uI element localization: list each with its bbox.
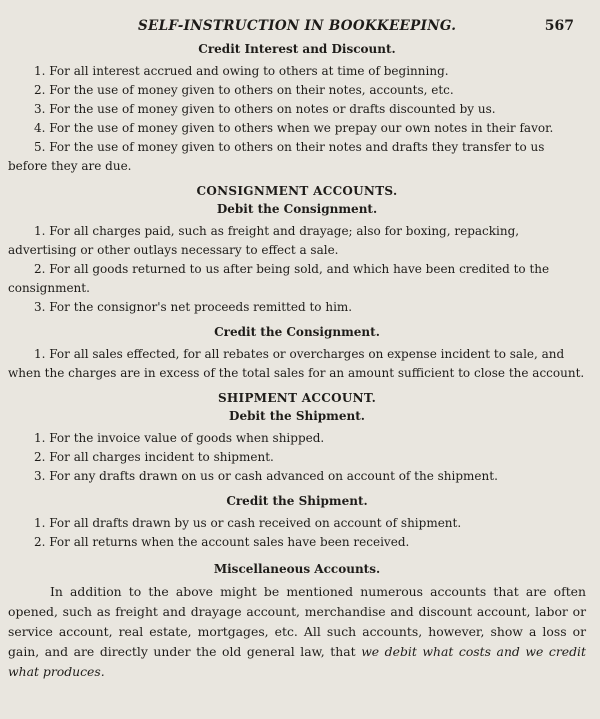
debit-shipment-list <box>8 429 586 486</box>
running-title: SELF-INSTRUCTION IN BOOKKEEPING. <box>138 18 457 34</box>
shipment-heading: SHIPMENT ACCOUNT. <box>217 391 377 405</box>
credit-interest-heading: Credit Interest and Discount. <box>198 42 396 56</box>
debit-consignment-list <box>8 222 586 317</box>
list-item: 3. For the use of money given to others on notes or drafts discounted by us. <box>34 102 496 116</box>
list-item: 2. For all returns when the account sales have been received. <box>34 535 410 549</box>
miscellaneous-paragraph <box>8 582 586 682</box>
debit-consignment-heading: Debit the Consignment. <box>216 202 378 216</box>
page-header <box>8 12 586 36</box>
list-item: 5. For the use of money given to others on their notes and drafts they transfer to us before they are due. <box>8 140 545 173</box>
list-item: 1. For all charges paid, such as freight and drayage; also for boxing, repacking, advertising or other outlays necessary to effect a sale. <box>8 224 520 257</box>
list-item: 3. For any drafts drawn on us or cash advanced on account of the shipment. <box>34 469 498 483</box>
list-item: 1. For the invoice value of goods when shipped. <box>34 431 325 445</box>
miscellaneous-heading: Miscellaneous Accounts. <box>213 562 381 576</box>
list-item: 3. For the consignor's net proceeds remitted to him. <box>34 300 353 314</box>
list-item: 2. For all charges incident to shipment. <box>34 450 274 464</box>
list-item: 1. For all sales effected, for all rebates or overcharges on expense incident to sale, and when the charges are in excess of the total sales for an amount sufficient to close the account. <box>8 347 585 380</box>
debit-shipment-heading: Debit the Shipment. <box>229 409 365 423</box>
credit-shipment-list <box>8 514 586 552</box>
list-item: 1. For all interest accrued and owing to others at time of beginning. <box>34 64 449 78</box>
list-item: 1. For all drafts drawn by us or cash received on account of shipment. <box>34 516 462 530</box>
list-item: 4. For the use of money given to others when we prepay our own notes in their favor. <box>34 121 554 135</box>
credit-shipment-heading: Credit the Shipment. <box>226 494 368 508</box>
page-number: 567 <box>544 18 574 34</box>
credit-consignment-list <box>8 345 586 383</box>
credit-consignment-heading: Credit the Consignment. <box>214 325 380 339</box>
paragraph-text: In addition to the above might be mentioned numerous accounts that are often opened, such as freight and drayage account, merchandise and discount account, labor or service account, real estate, mortgages, etc. All such accounts, however, show a loss or gain, and are directly under the old general law, that <box>8 584 586 659</box>
list-item: 2. For all goods returned to us after being sold, and which have been credited to the consignment. <box>8 262 550 295</box>
consignment-heading: CONSIGNMENT ACCOUNTS. <box>196 184 398 198</box>
paragraph-emphasis: we debit what costs and we credit what produces. <box>8 644 586 679</box>
credit-interest-list <box>8 62 586 176</box>
list-item: 2. For the use of money given to others on their notes, accounts, etc. <box>34 83 454 97</box>
